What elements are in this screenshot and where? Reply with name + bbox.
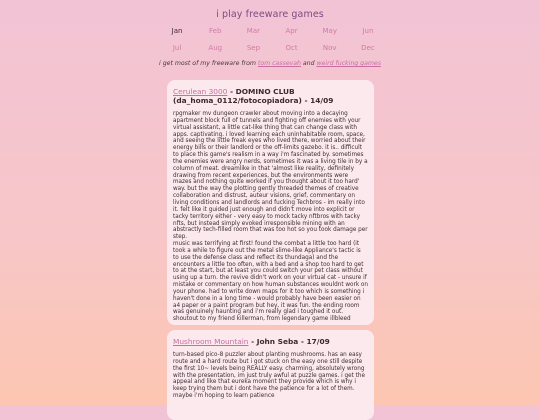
game-title-link[interactable]: Cerulean 3000 — [173, 87, 228, 96]
month-link-apr[interactable]: Apr — [285, 27, 298, 35]
source-note — [0, 60, 540, 67]
month-nav — [158, 27, 387, 53]
month-link-dec[interactable]: Dec — [361, 44, 375, 52]
entry-review: rpgmaker mv dungeon crawler about moving into a decaying apartment block full of tunnels and fighting off enemies with your virtual assistant, a little cat-like thing that can change class with apps. captivating. i loved learning each uninhabitable room, space, and seeing the little freak eyes who lived there, worried about their energy bills or their landlord or the off-limits gazebo. it is.. difficult to place this game's realism in a way i'm fascinated by. sometimes the enemies were angry nerds, sometimes it was a living tile in by a column of meat. dreamlike in that 'almost like reality, definitely drawing from recent experiences, but the environments were mazes and nothing quite worked if you thought about it too hard' way. but the way the plotting gently threaded themes of creative collaboration and distrust, auteur visions, grief, commentary on living conditions and landlords and fucking Techbros - im really into it. felt like it guided just enough and didn't move into explicit or tacky territory either - very easy to mock tacky nftbros with tacky nfts, but instead simply evoked irresponsible mining with an abstractly tech-filled room that was too hot so you took damage per step. music was terrifying at first! found the combat a little too hard (it took a while to figure out the metal slime-like Appliance's tactic is to use the defense class and reflect its thundaga) and the encounters a little too often, with a bed and a shop too hard to get to at the start, but at least you could switch your pet class without using up a turn. the revive didn't work on your virtual cat - unsure if mistake or commentary on how human substances wouldnt work on your phone. had to write down maps for it too which is something i haven't done in a long time - would probably have been easier on a4 paper or a paint program but hey, it was fun. the ending room was genuinely haunting and i'm really glad i toughed it out. shoutout to my friend killerman, from legendary game illbleed — [173, 111, 369, 323]
month-link-jan[interactable]: Jan — [171, 27, 183, 35]
entry-header — [173, 87, 368, 105]
source-middle: and — [300, 60, 317, 67]
source-prefix: i get most of my freeware from — [159, 60, 258, 67]
game-title-link[interactable]: Mushroom Mountain — [173, 337, 249, 346]
game-entry-card — [167, 330, 374, 420]
entry-meta: - John Seba - 17/09 — [248, 337, 330, 346]
month-link-mar[interactable]: Mar — [246, 27, 261, 35]
entry-header — [173, 337, 368, 346]
month-link-may[interactable]: May — [322, 27, 337, 35]
month-link-aug[interactable]: Aug — [208, 44, 223, 52]
entry-meta: - DOMINO CLUB (da_homa_0112/fotocopiadora) - 14/09 — [173, 87, 334, 105]
page-title: i play freeware games — [216, 9, 324, 20]
tom-cassevah-link[interactable]: tom cassevah — [257, 60, 301, 67]
entry-review: turn-based pico-8 puzzler about planting mushrooms. has an easy route and a hard route but i got stuck on the easy one still despite the first 10~ levels being REALLY easy. charming, absolutely wrong with the presentation, im just truly awful at puzzle games. i get the appeal and like that eureka moment they provide which is why i keep trying them but i dont have the patience for a lot of them. maybe i'm hoping to learn patience — [173, 352, 367, 400]
month-link-nov[interactable]: Nov — [322, 44, 337, 52]
month-link-feb[interactable]: Feb — [209, 27, 222, 35]
game-entry-card — [167, 80, 374, 325]
month-link-jun[interactable]: Jun — [362, 27, 374, 35]
month-link-sep[interactable]: Sep — [246, 44, 261, 52]
month-link-oct[interactable]: Oct — [285, 44, 298, 52]
weird-fucking-games-link[interactable]: weird fucking games — [316, 60, 381, 67]
month-link-jul[interactable]: Jul — [172, 44, 182, 52]
